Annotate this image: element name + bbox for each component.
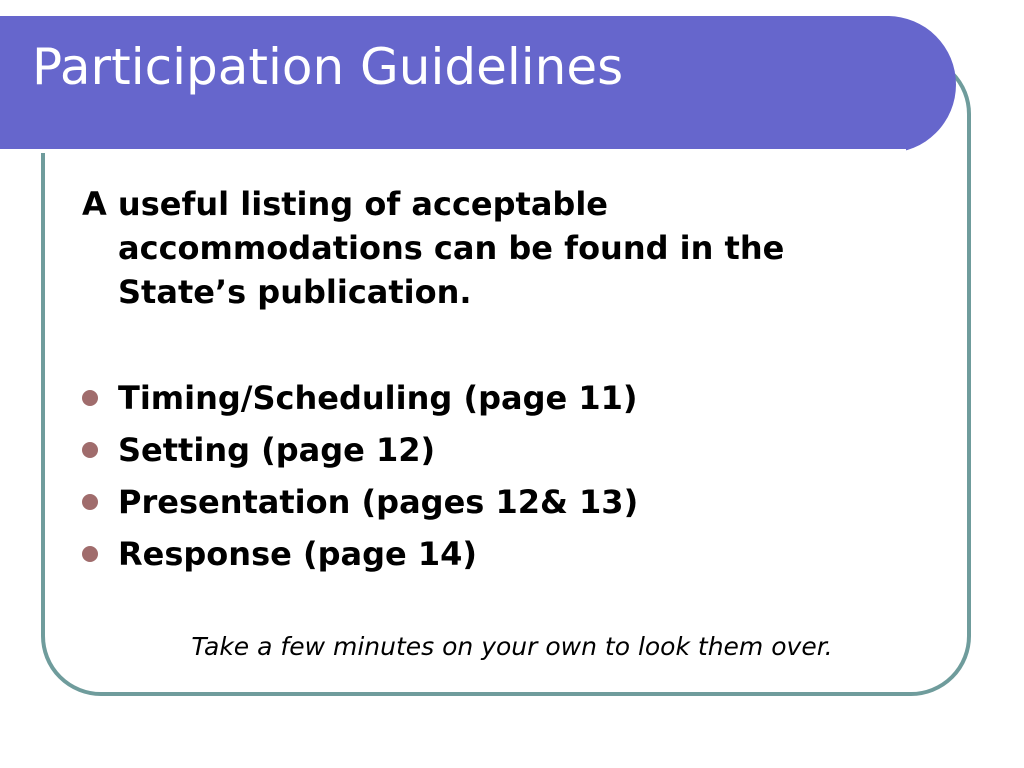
slide-title: Participation Guidelines bbox=[32, 38, 624, 96]
bullet-item-setting bbox=[80, 424, 900, 476]
bullet-item-timing-scheduling bbox=[80, 372, 900, 424]
bullet-list bbox=[80, 372, 900, 580]
bullet-dot-icon bbox=[82, 494, 98, 510]
bullet-dot-icon bbox=[82, 546, 98, 562]
bullet-dot-icon bbox=[82, 390, 98, 406]
slide-note: Take a few minutes on your own to look them over. bbox=[191, 632, 833, 661]
bullet-text: Presentation (pages 12& 13) bbox=[118, 483, 639, 521]
title-underline bbox=[0, 149, 906, 153]
intro-paragraph: A useful listing of acceptable accommodations can be found in the State’s publication. bbox=[82, 185, 785, 311]
bullet-text: Timing/Scheduling (page 11) bbox=[118, 379, 638, 417]
bullet-text: Response (page 14) bbox=[118, 535, 477, 573]
bullet-item-presentation bbox=[80, 476, 900, 528]
bullet-text: Setting (page 12) bbox=[118, 431, 436, 469]
bullet-dot-icon bbox=[82, 442, 98, 458]
bullet-item-response bbox=[80, 528, 900, 580]
